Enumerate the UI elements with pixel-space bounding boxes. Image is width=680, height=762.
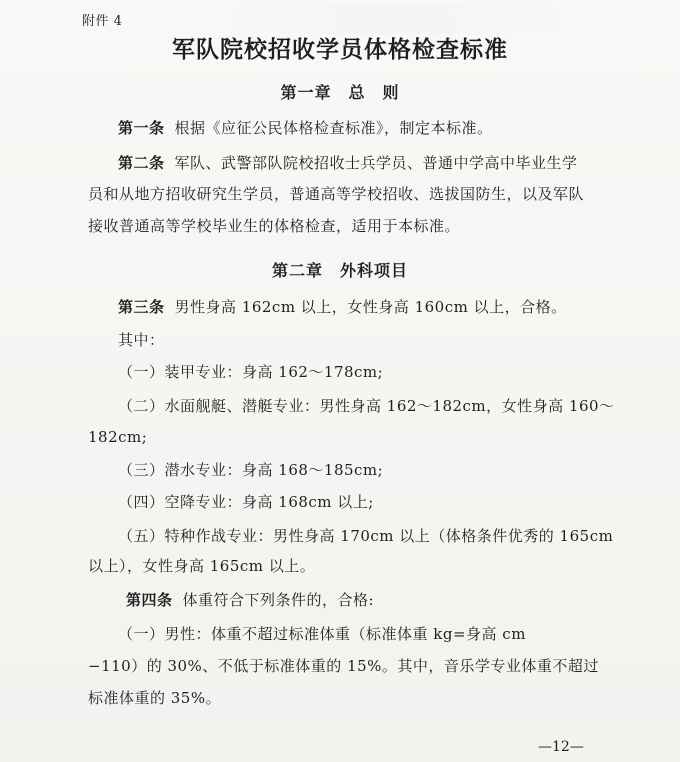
paragraph-text: （一）装甲专业：身高 162～178cm; bbox=[118, 363, 384, 381]
paragraph-line-17 bbox=[88, 688, 221, 708]
paragraph-line-11 bbox=[118, 492, 374, 512]
paragraph-text: 男性身高 162cm 以上，女性身高 160cm 以上，合格。 bbox=[174, 298, 567, 316]
paragraph-text: −110）的 30%、不低于标准体重的 15%。其中，音乐学专业体重不超过 bbox=[88, 657, 599, 675]
paragraph-text: 员和从地方招收研究生学员，普通高等学校招收、选拔国防生，以及军队 bbox=[88, 185, 585, 203]
paragraph-line-8 bbox=[118, 396, 615, 416]
paragraph-text: 其中： bbox=[118, 331, 165, 349]
article-label: 第三条 bbox=[118, 298, 165, 316]
chapter-heading-1: 第一章 总 则 bbox=[280, 83, 400, 102]
attachment-label: 附件 4 bbox=[82, 14, 123, 29]
paragraph-text: （三）潜水专业：身高 168～185cm; bbox=[118, 461, 384, 479]
document-title: 军队院校招收学员体格检查标准 bbox=[172, 36, 508, 63]
paragraph-text: （四）空降专业：身高 168cm 以上; bbox=[118, 493, 374, 511]
paragraph-text: 接收普通高等学校毕业生的体格检查，适用于本标准。 bbox=[88, 217, 461, 235]
paragraph-text: 182cm; bbox=[88, 428, 148, 446]
paragraph-text: （二）水面舰艇、潜艇专业：男性身高 162～182cm，女性身高 160～ bbox=[118, 397, 615, 415]
article-label: 第二条 bbox=[118, 154, 165, 172]
paragraph-line-9 bbox=[88, 427, 147, 447]
paragraph-line-2 bbox=[118, 153, 578, 173]
paragraph-text: （五）特种作战专业：男性身高 170cm 以上（体格条件优秀的 165cm bbox=[118, 527, 614, 545]
paragraph-line-4 bbox=[88, 216, 460, 236]
paragraph-line-15 bbox=[118, 624, 526, 644]
paragraph-line-6 bbox=[118, 330, 165, 350]
paragraph-line-16 bbox=[88, 656, 599, 676]
paragraph-line-10 bbox=[118, 460, 383, 480]
paragraph-line-7 bbox=[118, 362, 383, 382]
page-number: —12— bbox=[538, 739, 584, 755]
article-label: 第四条 bbox=[126, 591, 173, 609]
paragraph-text: （一）男性：体重不超过标准体重（标准体重 kg=身高 cm bbox=[118, 625, 526, 643]
paragraph-line-3 bbox=[88, 184, 584, 204]
chapter-heading-2: 第二章 外科项目 bbox=[271, 261, 408, 280]
paragraph-line-1 bbox=[118, 118, 493, 138]
paragraph-line-14 bbox=[126, 590, 374, 610]
paragraph-line-5 bbox=[118, 297, 567, 317]
paragraph-line-12 bbox=[118, 526, 613, 546]
paragraph-line-13 bbox=[88, 556, 315, 576]
paragraph-text: 军队、武警部队院校招收士兵学员、普通中学高中毕业生学 bbox=[174, 154, 578, 172]
paragraph-text: 根据《应征公民体格检查标准》，制定本标准。 bbox=[174, 119, 493, 137]
paragraph-text: 体重符合下列条件的，合格: bbox=[182, 591, 375, 609]
paragraph-text: 标准体重的 35%。 bbox=[88, 689, 222, 707]
article-label: 第一条 bbox=[118, 119, 165, 137]
paragraph-text: 以上），女性身高 165cm 以上。 bbox=[88, 557, 316, 575]
bleed-through-shadow bbox=[205, 4, 585, 34]
